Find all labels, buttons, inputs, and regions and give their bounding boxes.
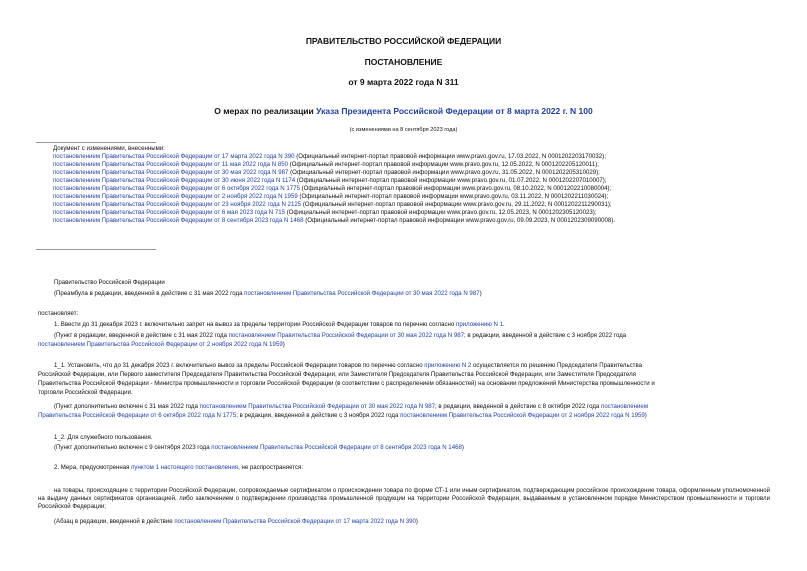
separator-line <box>36 249 156 250</box>
note-text: ; в редакции, введенной в действие с 3 ноября 2022 года <box>236 412 401 419</box>
appendix-2-link[interactable]: приложению N 2 <box>424 362 472 369</box>
paragraph-text: . <box>503 321 505 328</box>
decides-line: постановляет: <box>38 310 79 317</box>
note-text: (Преамбула в редакции, введенной в действие с 31 мая 2022 года <box>54 290 245 297</box>
preamble-note <box>54 290 482 298</box>
amendment-link[interactable]: постановлением Правительства Российской Федерации от 2 ноября 2022 года N 1959 <box>53 193 298 200</box>
amendment-link[interactable]: постановлением Правительства Российской Федерации от 11 мая 2022 года N 850 <box>53 161 288 168</box>
paragraph-1-1-line4: торговли Российской Федерации. <box>38 389 133 396</box>
point-1-link[interactable]: пунктом 1 настоящего постановления <box>131 464 239 471</box>
president-decree-link[interactable]: Указа Президента Российской Федерации от 8 марта 2022 г. N 100 <box>316 106 593 116</box>
date-number-heading: от 9 марта 2022 года N 311 <box>348 77 459 87</box>
paragraph-1-2: 1_2. Для служебного пользования. <box>54 434 153 441</box>
paragraph-text: 1. Ввести до 31 декабря 2023 г. включительно запрет на вывоз за пределы территории Российской Федерации товаров по перечню согласно <box>54 321 457 328</box>
amendment-item <box>53 161 615 169</box>
paragraph-1-2-note <box>54 444 464 452</box>
government-line: Правительство Российской Федерации <box>54 279 165 286</box>
note-text: ) <box>282 341 285 348</box>
amendment-link[interactable]: постановлением Правительства Российской Федерации от 30 мая 2022 года N 987 <box>53 169 289 176</box>
amendment-source: (Официальный интернет-портал правовой информации www.pravo.gov.ru, 03.11.2022, N 0001202211030024); <box>297 193 609 200</box>
amendments-heading: Документ с изменениями, внесенными: <box>53 145 165 152</box>
paragraph-1-1-note-cont <box>38 412 647 420</box>
paragraph-text: 2. Мера, предусмотренная <box>54 464 132 471</box>
appendix-1-link[interactable]: приложению N 1 <box>456 321 504 328</box>
resolution-987-link[interactable]: постановлением Правительства Российской Федерации от 30 мая 2022 года N 987 <box>244 290 480 297</box>
paragraph-1-1-line3: Правительства Российской Федерации - Министра промышленности и торговли Российской Федерации (в соответствии с распределением обязанностей) на основании предложений Министерства промышленности и <box>38 380 655 387</box>
amendment-source: (Официальный интернет-портал правовой информации www.pravo.gov.ru, 08.10.2022, N 0001202210080004); <box>299 185 612 192</box>
resolution-987-link[interactable]: постановлением Правительства Российской Федерации от 30 мая 2022 года N 987 <box>199 403 436 410</box>
resolution-987-link[interactable]: постановлением Правительства Российской Федерации от 30 мая 2022 года N 987 <box>228 332 465 339</box>
amendment-link[interactable]: постановлением Правительства Российской Федерации от 6 мая 2023 года N 715 <box>53 209 286 216</box>
paragraph-2-body: на товары, происходящие с территории Российской Федерации, сопровождаемые сертификатом о происхождении товара по форме СТ-1 или иным сертификатом, подтверждающим российское происхождение товара, оформленным уполномоченной на выдачу данных сертификатов организацией, либо заключением о подтверждении производства промышленной продукции на территории Российской Федерации, выдаваемым в установленном порядке Министерством промышленности и торговли Российской Федерации; <box>38 487 770 510</box>
resolution-390-link[interactable]: постановлением Правительства Российской Федерации от 17 марта 2022 года N 390 <box>174 518 416 525</box>
amendment-source: (Официальный интернет-портал правовой информации www.pravo.gov.ru, 09.09.2023, N 0001202309090008). <box>303 217 615 224</box>
note-text: (Абзац в редакции, введенной в действие <box>54 518 175 525</box>
title-prefix: О мерах по реализации <box>214 106 317 116</box>
paragraph-text: , не распространяется: <box>238 464 304 471</box>
government-heading: ПРАВИТЕЛЬСТВО РОССИЙСКОЙ ФЕДЕРАЦИИ <box>305 36 502 46</box>
resolution-1775-link[interactable]: постановлением <box>601 403 649 410</box>
amended-note: (с изменениями на 8 сентября 2023 года) <box>349 127 458 133</box>
amendment-source: (Официальный интернет-портал правовой информации www.pravo.gov.ru, 29.11.2022, N 0001202211290031); <box>301 201 612 208</box>
amendment-source: (Официальный интернет-портал правовой информации www.pravo.gov.ru, 17.03.2022, N 0001202203170032); <box>294 153 606 160</box>
amendment-link[interactable]: постановлением Правительства Российской Федерации от 17 марта 2022 года N 390 <box>53 153 295 160</box>
amendment-item <box>53 201 615 209</box>
amendments-list <box>53 153 615 225</box>
paragraph-text: осуществляется по решению Председателя Правительства <box>471 362 643 369</box>
amendment-link[interactable]: постановлением Правительства Российской Федерации от 30 июня 2022 года N 1174 <box>53 177 296 184</box>
amendment-link[interactable]: постановлением Правительства Российской Федерации от 23 ноября 2022 года N 2125 <box>53 201 302 208</box>
note-text: ; в редакции, введенной в действие с 8 октября 2022 года <box>435 403 602 410</box>
amendment-item <box>53 153 615 161</box>
amendment-item <box>53 185 615 193</box>
resolution-1959-link[interactable]: постановлением Правительства Российской Федерации от 2 ноября 2022 года N 1959 <box>38 341 283 348</box>
paragraph-1-1-line2: Российской Федерации, или Первого заместителя Председателя Правительства Российской Федерации, или Заместителя Председателя Правительства Российской Федерации, или Заместителя Председателя <box>38 371 636 378</box>
note-text: (Пункт дополнительно включен с 9 сентября 2023 года <box>54 444 212 451</box>
separator-line <box>36 142 156 143</box>
note-text: ) <box>479 290 482 297</box>
amendment-source: (Официальный интернет-портал правовой информации www.pravo.gov.ru, 12.05.2023, N 0001202305120023); <box>285 209 597 216</box>
resolution-1775-link[interactable]: Правительства Российской Федерации от 6 октября 2022 года N 1775 <box>38 412 237 419</box>
paragraph-2-note <box>54 518 418 526</box>
amendment-source: (Официальный интернет-портал правовой информации www.pravo.gov.ru, 12.05.2022, N 0001202205120011); <box>288 161 599 168</box>
resolution-1959-link[interactable]: постановлением Правительства Российской Федерации от 2 ноября 2022 года N 1959 <box>400 412 645 419</box>
note-text: (Пункт в редакции, введенной в действие с 31 мая 2022 года <box>54 332 229 339</box>
amendment-source: (Официальный интернет-портал правовой информации www.pravo.gov.ru, 31.05.2022, N 0001202205310029); <box>288 169 600 176</box>
note-text: ) <box>644 412 647 419</box>
document-title <box>0 106 807 116</box>
amendment-item <box>53 169 615 177</box>
note-text: (Пункт дополнительно включен с 31 мая 2022 года <box>54 403 200 410</box>
paragraph-1-1 <box>54 362 642 370</box>
note-text: ) <box>415 518 418 525</box>
amendment-link[interactable]: постановлением Правительства Российской Федерации от 8 сентября 2023 года N 1468 <box>53 217 304 224</box>
paragraph-2 <box>54 464 303 472</box>
note-text: ) <box>461 444 464 451</box>
note-text: ; в редакции, введенной в действие с 3 ноября 2022 года <box>464 332 627 339</box>
amendment-item <box>53 217 615 225</box>
paragraph-1 <box>54 321 505 329</box>
resolution-1468-link[interactable]: постановлением Правительства Российской Федерации от 8 сентября 2023 года N 1468 <box>211 444 462 451</box>
amendment-source: (Официальный интернет-портал правовой информации www.pravo.gov.ru, 01.07.2022, N 0001202207010007); <box>295 177 607 184</box>
paragraph-1-1-note <box>54 403 648 411</box>
amendment-item <box>53 193 615 201</box>
paragraph-text: 1_1. Установить, что до 31 декабря 2023 г. включительно вывоз за пределы Российской Федерации товаров по перечню согласно <box>54 362 425 369</box>
paragraph-1-note-cont <box>38 341 285 349</box>
amendment-link[interactable]: постановлением Правительства Российской Федерации от 6 октября 2022 года N 1775 <box>53 185 300 192</box>
amendment-item <box>53 177 615 185</box>
paragraph-1-note <box>54 332 626 340</box>
doc-type-heading: ПОСТАНОВЛЕНИЕ <box>364 57 443 67</box>
amendment-item <box>53 209 615 217</box>
